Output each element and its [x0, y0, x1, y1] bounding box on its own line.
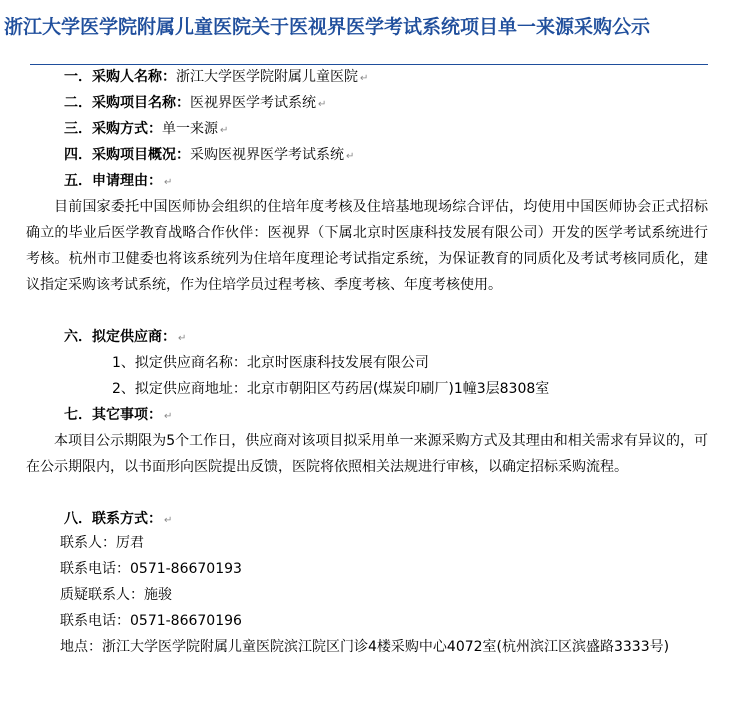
- paragraph-mark-icon: ↵: [346, 151, 355, 162]
- paragraph-mark-icon: ↵: [164, 177, 173, 188]
- paragraph-mark-icon: ↵: [318, 99, 327, 110]
- section-4-value: 采购医视界医学考试系统: [190, 147, 344, 163]
- query-phone: 联系电话：0571-86670196: [60, 613, 242, 629]
- contact-person: 联系人：厉君: [60, 535, 144, 551]
- section-7-label: 七．其它事项：: [64, 407, 162, 423]
- contact-phone: 联系电话：0571-86670193: [60, 561, 242, 577]
- paragraph-mark-icon: ↵: [360, 73, 369, 84]
- section-4: [64, 142, 354, 170]
- paragraph-mark-icon: ↵: [220, 125, 229, 136]
- paragraph-mark-icon: ↵: [164, 515, 173, 526]
- section-6: [64, 324, 186, 352]
- section-7-text: 本项目公示期限为5个工作日，供应商对该项目拟采用单一来源采购方式及其理由和相关需求有异议的，可在公示期限内，以书面形向医院提出反馈，医院将依照相关法规进行审核，以确定招标采购流程。: [26, 433, 708, 475]
- section-5-label: 五．申请理由：: [64, 173, 162, 189]
- query-person: 质疑联系人：施骏: [60, 587, 172, 603]
- section-6-label: 六．拟定供应商：: [64, 329, 176, 345]
- section-1-label: 一．采购人名称：: [64, 69, 176, 85]
- section-1: [64, 64, 368, 92]
- contact-address: 地点：浙江大学医学院附属儿童医院滨江院区门诊4楼采购中心4072室(杭州滨江区滨盛路3333号): [60, 639, 670, 655]
- section-3: [64, 116, 228, 144]
- section-3-label: 三．采购方式：: [64, 121, 162, 137]
- supplier-name: 1、拟定供应商名称：北京时医康科技发展有限公司: [112, 355, 429, 371]
- section-5-text: 目前国家委托中国医师协会组织的住培年度考核及住培基地现场综合评估，均使用中国医师协会正式招标确立的毕业后医学教育战略合作伙伴：医视界（下属北京时医康科技发展有限公司）开发的医学考试系统进行考核。杭州市卫健委也将该系统列为住培年度理论考试指定系统，为保证教育的同质化及考试考核同质化，建议指定采购该考试系统，作为住培学员过程考核、季度考核、年度考核使用。: [26, 199, 708, 293]
- paragraph-mark-icon: ↵: [164, 411, 173, 422]
- page-title: 浙江大学医学院附属儿童医院关于医视界医学考试系统项目单一来源采购公示: [4, 16, 651, 38]
- section-5: [64, 168, 172, 196]
- section-7: [64, 402, 172, 430]
- paragraph-mark-icon: ↵: [178, 333, 187, 344]
- section-3-value: 单一来源: [162, 121, 218, 137]
- section-1-value: 浙江大学医学院附属儿童医院: [176, 69, 358, 85]
- section-4-label: 四．采购项目概况：: [64, 147, 190, 163]
- supplier-address: 2、拟定供应商地址：北京市朝阳区芍药居(煤炭印刷厂)1幢3层8308室: [112, 381, 550, 397]
- section-8-label: 八．联系方式：: [64, 511, 162, 527]
- section-2: [64, 90, 326, 118]
- section-2-value: 医视界医学考试系统: [190, 95, 316, 111]
- section-2-label: 二．采购项目名称：: [64, 95, 190, 111]
